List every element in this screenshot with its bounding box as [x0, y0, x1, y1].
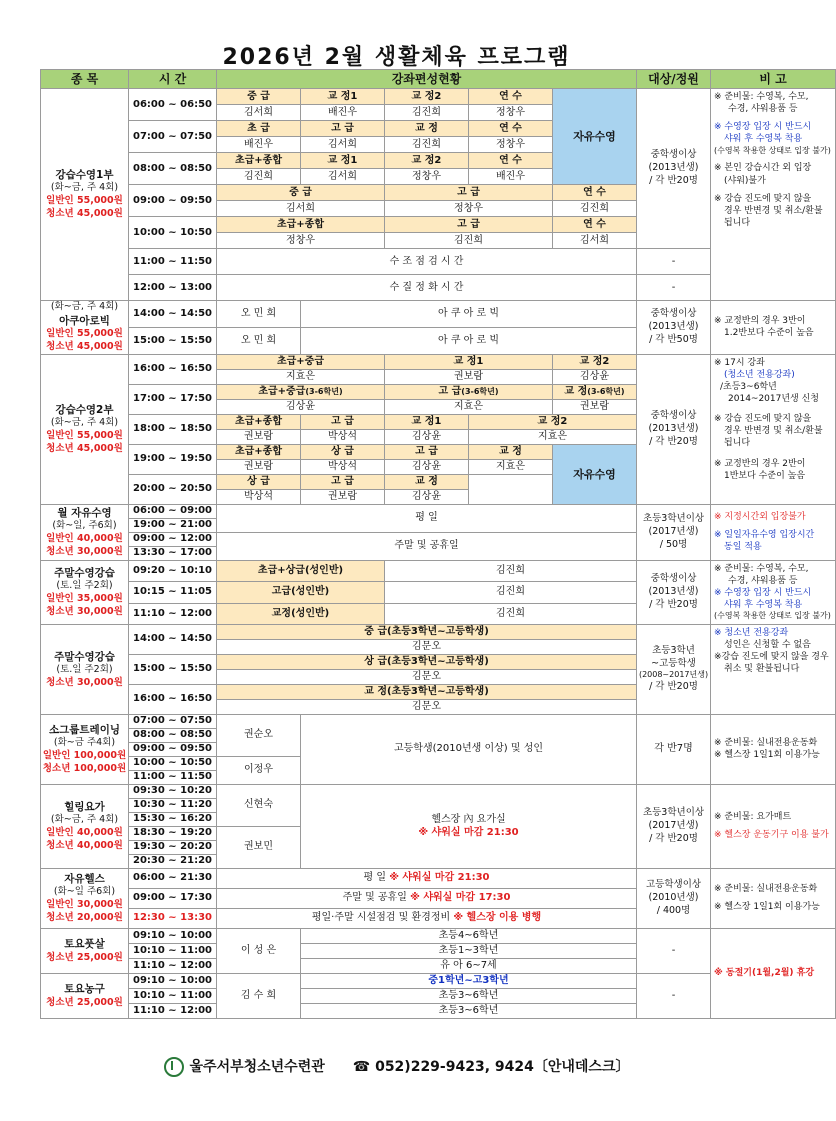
class-label: 초급+종합 — [217, 444, 301, 459]
schedule-table — [40, 69, 836, 1019]
time-slot: 07:00 ~ 07:50 — [129, 714, 217, 728]
notes-saturday: ※ 동절기(1월,2월) 휴강 — [711, 928, 836, 1018]
class-label: 평 일 — [217, 504, 637, 532]
notes-aquarobic: ※ 교정반의 경우 3반이 1.2반보다 수준이 높음 — [711, 301, 836, 355]
pool-cleaning: 수 질 정 화 시 간 — [217, 275, 637, 301]
class-label: 중 급(초등3학년~고등학생) — [217, 624, 637, 639]
instructor: 김진희 — [553, 201, 637, 217]
time-slot: 09:30 ~ 10:20 — [129, 784, 217, 798]
instructor: 박상석 — [301, 459, 385, 474]
time-slot: 16:00 ~ 16:50 — [129, 354, 217, 384]
target-aquarobic: 중학생이상 (2013년생) / 각 반50명 — [637, 301, 711, 355]
instructor: 오 민 희 — [217, 301, 301, 328]
class-label: 주말 및 공휴일 ※ 샤워실 마감 17:30 — [217, 888, 637, 908]
notes-weekend-youth: ※ 청소년 전용강좌 성인은 신청할 수 없음 ※강습 진도에 맞지 않을 경우 취소 및 환불됩니다 — [711, 624, 836, 714]
class-label: 연 수 — [553, 217, 637, 233]
instructor: 권순오 — [217, 714, 301, 756]
class-label: 중 급 — [217, 185, 385, 201]
time-slot: 11:10 ~ 12:00 — [129, 958, 217, 973]
free-swim-cell: 자유수영 — [553, 444, 637, 504]
time-slot: 10:30 ~ 11:20 — [129, 798, 217, 812]
time-slot: 13:30 ~ 17:00 — [129, 546, 217, 560]
notes-free-swim: ※ 지정시간외 입장불가 ※ 일일자유수영 입장시간 동일 적용 — [711, 504, 836, 560]
class-label: 고급(성인반) — [217, 582, 385, 603]
class-label: 중 급 — [217, 89, 301, 105]
time-slot: 16:00 ~ 16:50 — [129, 684, 217, 714]
class-label: 고등학생(2010년생 이상) 및 성인 — [301, 714, 637, 784]
class-label: 교 정1 — [385, 414, 469, 429]
class-label: 연 수 — [469, 153, 553, 169]
time-slot: 20:30 ~ 21:20 — [129, 854, 217, 868]
class-label: 교 정(초등3학년~고등학생) — [217, 684, 637, 699]
class-label: 초등3~6학년 — [301, 1003, 637, 1018]
time-slot: 18:00 ~ 18:50 — [129, 414, 217, 444]
target-dash: - — [637, 973, 711, 1018]
time-slot: 19:00 ~ 19:50 — [129, 444, 217, 474]
time-slot: 15:00 ~ 15:50 — [129, 654, 217, 684]
class-label: 고 급 — [385, 444, 469, 459]
class-label: 평일·주말 시설점검 및 환경정비 ※ 헬스장 이용 병행 — [217, 908, 637, 928]
phone-number: ☎ 052)229-9423, 9424〔안내데스크〕 — [352, 1059, 630, 1075]
time-slot: 12:30 ~ 13:30 — [129, 908, 217, 928]
time-slot: 06:00 ~ 06:50 — [129, 89, 217, 121]
instructor: 김 수 희 — [217, 973, 301, 1018]
notes-gym: ※ 준비물: 실내전용운동화 ※ 헬스장 1일1회 이용가능 — [711, 868, 836, 928]
class-label: 초등4~6학년 — [301, 928, 637, 943]
class-label: 고 급 — [385, 185, 553, 201]
instructor: 김진희 — [385, 105, 469, 121]
instructor: 김상윤 — [553, 369, 637, 384]
program-aquarobic: (화~금, 주 4회) 아쿠아로빅 일반인 55,000원 청소년 45,000원 — [41, 301, 129, 355]
time-slot: 17:00 ~ 17:50 — [129, 384, 217, 414]
instructor: 박상석 — [217, 489, 301, 504]
time-slot: 10:00 ~ 10:50 — [129, 756, 217, 770]
program-swim2: 강습수영2부 (화~금, 주 4회) 일반인 55,000원 청소년 45,000원 — [41, 354, 129, 504]
program-yoga: 힐링요가 (화~금, 주 4회) 일반인 40,000원 청소년 40,000원 — [41, 784, 129, 868]
instructor: 지효은 — [385, 399, 553, 414]
target-swim1: 중학생이상 (2013년생) / 각 반20명 — [637, 89, 711, 249]
time-slot: 08:00 ~ 08:50 — [129, 728, 217, 742]
instructor: 김진희 — [217, 169, 301, 185]
instructor: 이 성 은 — [217, 928, 301, 973]
target-dash: - — [637, 275, 711, 301]
org-name: 울주서부청소년수련관 — [189, 1059, 325, 1075]
time-slot: 09:00 ~ 12:00 — [129, 532, 217, 546]
instructor: 김진희 — [385, 582, 637, 603]
instructor: 정창우 — [385, 169, 469, 185]
time-slot: 14:00 ~ 14:50 — [129, 624, 217, 654]
instructor: 권보민 — [217, 826, 301, 868]
notes-weekend-adult: ※ 준비물: 수영복, 수모, 수경, 샤워용품 등 ※ 수영장 입장 시 반드시 샤워 후 수영복 착용 (수영복 착용한 상태로 입장 불가) — [711, 560, 836, 624]
class-label: 주말 및 공휴일 — [217, 532, 637, 560]
class-label: 초급+상급(성인반) — [217, 560, 385, 581]
instructor: 김상윤 — [385, 429, 469, 444]
program-gym: 자유헬스 (화~일 주6회) 일반인 30,000원 청소년 20,000원 — [41, 868, 129, 928]
target-weekend-youth: 초등3학년 ~고등학생 (2008~2017년생) / 각 반20명 — [637, 624, 711, 714]
program-small-group: 소그룹트레이닝 (화~금 주4회) 일반인 100,000원 청소년 100,000원 — [41, 714, 129, 784]
class-label: 고 급 — [301, 414, 385, 429]
instructor: 지효은 — [469, 429, 637, 444]
pool-check: 수 조 점 검 시 간 — [217, 249, 637, 275]
class-label: 평 일 ※ 샤워실 마감 21:30 — [217, 868, 637, 888]
class-label: 교 정2 — [385, 89, 469, 105]
time-slot: 09:10 ~ 10:00 — [129, 928, 217, 943]
time-slot: 10:15 ~ 11:05 — [129, 582, 217, 603]
class-label: 고 급 — [301, 121, 385, 137]
instructor: 정창우 — [385, 201, 553, 217]
footer — [0, 1056, 793, 1077]
program-weekend-adult: 주말수영강습 (토.일 주2회) 일반인 35,000원 청소년 30,000원 — [41, 560, 129, 624]
instructor: 권보람 — [301, 489, 385, 504]
class-label: 교 정1 — [385, 354, 553, 369]
instructor: 권보람 — [217, 429, 301, 444]
instructor: 지효은 — [469, 459, 553, 474]
class-label: 상 급(초등3학년~고등학생) — [217, 654, 637, 669]
time-slot: 15:30 ~ 16:20 — [129, 812, 217, 826]
page-title: 2026년 2월 생활체육 프로그램 — [222, 45, 571, 70]
class-label: 초급+중급 — [217, 354, 385, 369]
class-label: 교 정2 — [553, 354, 637, 369]
program-weekend-youth: 주말수영강습 (토.일 주2회) 청소년 30,000원 — [41, 624, 129, 714]
time-slot: 19:30 ~ 20:20 — [129, 840, 217, 854]
instructor: 배진우 — [217, 137, 301, 153]
class-label: 중1학년~고3학년 — [301, 973, 637, 988]
instructor: 지효은 — [217, 369, 385, 384]
time-slot: 18:30 ~ 19:20 — [129, 826, 217, 840]
target-yoga: 초등3학년이상 (2017년생) / 각 반20명 — [637, 784, 711, 868]
class-label: 고 급(3-6학년) — [385, 384, 553, 399]
class-label: 교 정1 — [301, 153, 385, 169]
instructor: 김진희 — [385, 560, 637, 581]
free-swim-cell: 자유수영 — [553, 89, 637, 185]
instructor: 김진희 — [385, 603, 637, 624]
target-weekend-adult: 중학생이상 (2013년생) / 각 반20명 — [637, 560, 711, 624]
header-row — [41, 70, 836, 89]
logo-icon — [164, 1057, 184, 1077]
class-label: 연 수 — [469, 121, 553, 137]
time-slot: 20:00 ~ 20:50 — [129, 474, 217, 504]
class-label: 초급+종합 — [217, 414, 301, 429]
class-label: 상 급 — [301, 444, 385, 459]
class-label: 초급+종합 — [217, 153, 301, 169]
time-slot: 06:00 ~ 09:00 — [129, 504, 217, 518]
time-slot: 09:00 ~ 09:50 — [129, 742, 217, 756]
class-label: 교 정2 — [385, 153, 469, 169]
empty-cell — [469, 474, 553, 504]
class-label: 고 급 — [301, 474, 385, 489]
class-label: 상 급 — [217, 474, 301, 489]
time-slot: 09:20 ~ 10:10 — [129, 560, 217, 581]
instructor: 김진희 — [385, 233, 553, 249]
class-label: 유 아 6~7세 — [301, 958, 637, 973]
instructor: 권보람 — [385, 369, 553, 384]
header-classes: 강좌편성현황 — [217, 70, 637, 89]
instructor: 정창우 — [469, 105, 553, 121]
time-slot: 08:00 ~ 08:50 — [129, 153, 217, 185]
time-slot: 09:10 ~ 10:00 — [129, 973, 217, 988]
program-free-swim: 월 자유수영 (화~일, 주6회) 일반인 40,000원 청소년 30,000원 — [41, 504, 129, 560]
time-slot: 10:00 ~ 10:50 — [129, 217, 217, 249]
instructor: 김문오 — [217, 699, 637, 714]
class-label: 교 정1 — [301, 89, 385, 105]
target-gym: 고등학생이상 (2010년생) / 400명 — [637, 868, 711, 928]
time-slot: 10:10 ~ 11:00 — [129, 943, 217, 958]
class-label: 헬스장 內 요가실 ※ 샤워실 마감 21:30 — [301, 784, 637, 868]
instructor: 배진우 — [469, 169, 553, 185]
instructor: 김상윤 — [385, 459, 469, 474]
instructor: 권보람 — [553, 399, 637, 414]
class-label: 아 쿠 아 로 빅 — [301, 301, 637, 328]
instructor: 김상윤 — [385, 489, 469, 504]
instructor: 정창우 — [469, 137, 553, 153]
instructor: 오 민 희 — [217, 327, 301, 354]
target-small-group: 각 반7명 — [637, 714, 711, 784]
time-slot: 06:00 ~ 21:30 — [129, 868, 217, 888]
time-slot: 09:00 ~ 17:30 — [129, 888, 217, 908]
time-slot: 11:10 ~ 12:00 — [129, 603, 217, 624]
target-dash: - — [637, 249, 711, 275]
notes-small-group: ※ 준비물: 실내전용운동화 ※ 헬스장 1일1회 이용가능 — [711, 714, 836, 784]
instructor: 김서희 — [553, 233, 637, 249]
class-label: 초급+중급(3-6학년) — [217, 384, 385, 399]
class-label: 교정(성인반) — [217, 603, 385, 624]
time-slot: 15:00 ~ 15:50 — [129, 327, 217, 354]
program-swim1: 강습수영1부 (화~금, 주 4회) 일반인 55,000원 청소년 45,000원 — [41, 89, 129, 301]
class-label: 연 수 — [553, 185, 637, 201]
time-slot: 11:00 ~ 11:50 — [129, 770, 217, 784]
instructor: 김진희 — [385, 137, 469, 153]
class-label: 교 정(3-6학년) — [553, 384, 637, 399]
instructor: 김문오 — [217, 639, 637, 654]
class-label: 연 수 — [469, 89, 553, 105]
header-category: 종 목 — [41, 70, 129, 89]
notes-swim1: ※ 준비물: 수영복, 수모, 수경, 샤워용품 등 ※ 수영장 입장 시 반드시 샤워 후 수영복 착용 (수영복 착용한 상태로 입장 불가) ※ 본인 강습시간 외 입장 (샤워)불가 ※ 강습 진도에 맞지 않을 경우 반변경 및 취소/환불 됩니다 — [711, 89, 836, 301]
time-slot: 19:00 ~ 21:00 — [129, 518, 217, 532]
class-label: 교 정 — [385, 474, 469, 489]
class-label: 교 정 — [469, 444, 553, 459]
instructor: 김서희 — [217, 201, 385, 217]
instructor: 배진우 — [301, 105, 385, 121]
instructor: 김문오 — [217, 669, 637, 684]
class-label: 교 정2 — [469, 414, 637, 429]
program-futsal: 토요풋살 청소년 25,000원 — [41, 928, 129, 973]
class-label: 초 급 — [217, 121, 301, 137]
class-label: 초등3~6학년 — [301, 988, 637, 1003]
target-swim2: 중학생이상 (2013년생) / 각 반20명 — [637, 354, 711, 504]
header-time: 시 간 — [129, 70, 217, 89]
header-notes: 비 고 — [711, 70, 836, 89]
instructor: 이정우 — [217, 756, 301, 784]
time-slot: 10:10 ~ 11:00 — [129, 988, 217, 1003]
class-label: 초급+종합 — [217, 217, 385, 233]
time-slot: 07:00 ~ 07:50 — [129, 121, 217, 153]
instructor: 김상윤 — [217, 399, 385, 414]
class-label: 고 급 — [385, 217, 553, 233]
target-free-swim: 초등3학년이상 (2017년생) / 50명 — [637, 504, 711, 560]
instructor: 박상석 — [301, 429, 385, 444]
notes-yoga: ※ 준비물: 요가매트 ※ 헬스장 운동기구 이용 불가 — [711, 784, 836, 868]
class-label: 초등1~3학년 — [301, 943, 637, 958]
time-slot: 11:00 ~ 11:50 — [129, 249, 217, 275]
header-target: 대상/정원 — [637, 70, 711, 89]
time-slot: 09:00 ~ 09:50 — [129, 185, 217, 217]
program-basketball: 토요농구 청소년 25,000원 — [41, 973, 129, 1018]
instructor: 정창우 — [217, 233, 385, 249]
instructor: 신현숙 — [217, 784, 301, 826]
instructor: 권보람 — [217, 459, 301, 474]
class-label: 교 정 — [385, 121, 469, 137]
time-slot: 12:00 ~ 13:00 — [129, 275, 217, 301]
notes-swim2: ※ 17시 강좌 (청소년 전용강좌) /초등3~6학년 2014~2017년생 신청 ※ 강습 진도에 맞지 않을 경우 반변경 및 취소/환불 됩니다 ※ 교정반의 경우 2반이 1반보다 수준이 높음 — [711, 354, 836, 504]
instructor: 김서희 — [301, 137, 385, 153]
instructor: 김서희 — [301, 169, 385, 185]
class-label: 아 쿠 아 로 빅 — [301, 327, 637, 354]
instructor: 김서희 — [217, 105, 301, 121]
target-dash: - — [637, 928, 711, 973]
time-slot: 14:00 ~ 14:50 — [129, 301, 217, 328]
time-slot: 11:10 ~ 12:00 — [129, 1003, 217, 1018]
